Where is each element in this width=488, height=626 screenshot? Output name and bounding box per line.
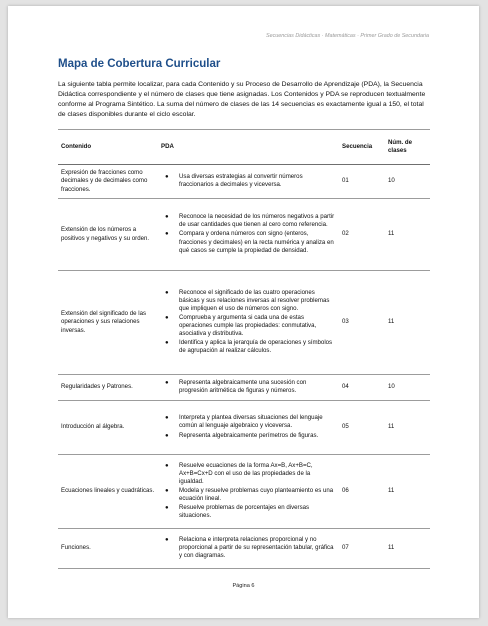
pda-item bbox=[161, 414, 336, 430]
cell-pda bbox=[158, 401, 339, 455]
cell-contenido: Funciones. bbox=[58, 529, 158, 569]
pda-list bbox=[161, 536, 336, 560]
pda-text: Identifica y aplica la jerarquía de operaciones y símbolos de agrupación al realizar cálculos. bbox=[179, 339, 333, 355]
intro-paragraph: La siguiente tabla permite localizar, para cada Contenido y su Proceso de Desarrollo de Aprendizaje (PDA), la Secuencia Didáctica correspondiente y el número de clases que tiene asignadas. Los Contenidos y PDA se reproducen textualmente conforme al Programa Sintético. La suma del número de clases de las 14 secuencias es exactamente igual a 150, el total de clases disponibles durante el ciclo escolar. bbox=[58, 81, 426, 118]
cell-secuencia: 01 bbox=[339, 165, 385, 199]
cell-pda bbox=[158, 165, 339, 199]
cell-contenido: Introducción al álgebra. bbox=[58, 401, 158, 455]
bullet-icon: ● bbox=[165, 231, 169, 238]
pda-text: Representa algebraicamente una sucesión con progresión aritmética de figuras y números. bbox=[179, 378, 307, 394]
document-page bbox=[8, 6, 479, 618]
pda-list bbox=[161, 289, 336, 356]
coverage-table bbox=[58, 129, 430, 569]
cell-num-clases: 11 bbox=[385, 271, 430, 375]
table-body bbox=[58, 165, 430, 569]
cell-contenido: Expresión de fracciones como decimales y de decimales como fracciones. bbox=[58, 165, 158, 199]
cell-num-clases: 11 bbox=[385, 401, 430, 455]
pda-text: Usa diversas estrategias al convertir números fraccionarios a decimales y viceversa. bbox=[179, 172, 303, 188]
pda-item bbox=[161, 504, 336, 520]
cell-secuencia: 03 bbox=[339, 271, 385, 375]
bullet-icon: ● bbox=[165, 432, 169, 439]
pda-text: Interpreta y plantea diversas situaciones del lenguaje común al lenguaje algebraico y viceversa. bbox=[179, 414, 323, 430]
pda-text: Representa algebraicamente perímetros de figuras. bbox=[179, 431, 319, 439]
bullet-icon: ● bbox=[165, 340, 169, 347]
pda-item bbox=[161, 213, 336, 229]
pda-text: Reconoce la necesidad de los números negativos a partir de usar cantidades que tienen al cero como referencia. bbox=[179, 213, 335, 229]
pda-list bbox=[161, 379, 336, 395]
table-row bbox=[58, 401, 430, 455]
pda-text: Relaciona e interpreta relaciones proporcional y no proporcional a partir de su representación tabular, gráfica y con diagramas. bbox=[179, 535, 334, 560]
header-pda: PDA bbox=[158, 130, 339, 165]
pda-text: Comprueba y argumenta si cada una de estas operaciones cumple las propiedades: conmutativa, asociativa y distributiva. bbox=[179, 313, 317, 338]
pda-list bbox=[161, 173, 336, 189]
bullet-icon: ● bbox=[165, 289, 169, 296]
pda-item bbox=[161, 432, 336, 440]
table-row bbox=[58, 455, 430, 529]
page-title: Mapa de Cobertura Curricular bbox=[58, 58, 221, 70]
cell-secuencia: 06 bbox=[339, 455, 385, 529]
pda-text: Reconoce el significado de las cuatro operaciones básicas y sus relaciones inversas al resolver problemas que impliquen el uso de números con signo. bbox=[179, 288, 330, 312]
cell-num-clases: 11 bbox=[385, 199, 430, 271]
cell-secuencia: 05 bbox=[339, 401, 385, 455]
page-number: Página 6 bbox=[232, 583, 255, 589]
pda-item bbox=[161, 379, 336, 395]
cell-contenido: Extensión del significado de las operaciones y sus relaciones inversas. bbox=[58, 271, 158, 375]
pda-text: Modela y resuelve problemas cuyo planteamiento es una ecuación lineal. bbox=[179, 486, 334, 503]
cell-pda bbox=[158, 455, 339, 529]
table-header-row bbox=[58, 130, 430, 165]
table-row bbox=[58, 529, 430, 569]
pda-list bbox=[161, 414, 336, 439]
pda-list bbox=[161, 462, 336, 521]
cell-pda bbox=[158, 271, 339, 375]
header-num-clases: Núm. de clases bbox=[385, 130, 430, 165]
table-row bbox=[58, 165, 430, 199]
cell-num-clases: 10 bbox=[385, 375, 430, 401]
table-row bbox=[58, 375, 430, 401]
cell-num-clases: 11 bbox=[385, 455, 430, 529]
pda-item bbox=[161, 487, 336, 503]
bullet-icon: ● bbox=[165, 173, 169, 180]
pda-item bbox=[161, 230, 336, 254]
cell-pda bbox=[158, 199, 339, 271]
cell-num-clases: 10 bbox=[385, 165, 430, 199]
header-secuencia: Secuencia bbox=[339, 130, 385, 165]
cell-secuencia: 02 bbox=[339, 199, 385, 271]
cell-secuencia: 07 bbox=[339, 529, 385, 569]
pda-item bbox=[161, 536, 336, 560]
bullet-icon: ● bbox=[165, 379, 169, 386]
table-row bbox=[58, 199, 430, 271]
bullet-icon: ● bbox=[165, 505, 169, 512]
pda-item bbox=[161, 462, 336, 486]
cell-secuencia: 04 bbox=[339, 375, 385, 401]
cell-contenido: Extensión de los números a positivos y negativos y su orden. bbox=[58, 199, 158, 271]
bullet-icon: ● bbox=[165, 314, 169, 321]
bullet-icon: ● bbox=[165, 415, 169, 422]
pda-list bbox=[161, 213, 336, 254]
cell-pda bbox=[158, 529, 339, 569]
pda-item bbox=[161, 339, 336, 355]
cell-contenido: Ecuaciones lineales y cuadráticas. bbox=[58, 455, 158, 529]
bullet-icon: ● bbox=[165, 536, 169, 543]
bullet-icon: ● bbox=[165, 214, 169, 221]
cell-num-clases: 11 bbox=[385, 529, 430, 569]
table-row bbox=[58, 271, 430, 375]
cell-contenido: Regularidades y Patrones. bbox=[58, 375, 158, 401]
pda-text: Resuelve problemas de porcentajes en diversas situaciones. bbox=[179, 504, 310, 520]
running-header: Secuencias Didácticas · Matemáticas · Primer Grado de Secundaria bbox=[266, 33, 429, 39]
cell-pda bbox=[158, 375, 339, 401]
pda-item bbox=[161, 289, 336, 313]
pda-item bbox=[161, 173, 336, 189]
bullet-icon: ● bbox=[165, 487, 169, 494]
pda-item bbox=[161, 314, 336, 338]
bullet-icon: ● bbox=[165, 462, 169, 469]
pda-text: Compara y ordena números con signo (enteros, fracciones y decimales) en la recta numérica y analiza en qué casos se cumple la propiedad de densidad. bbox=[179, 230, 334, 254]
pda-text: Resuelve ecuaciones de la forma Ax=B, Ax+B=C, Ax+B=Cx+D con el uso de las propiedades de la igualdad. bbox=[179, 461, 313, 485]
header-contenido: Contenido bbox=[58, 130, 158, 165]
